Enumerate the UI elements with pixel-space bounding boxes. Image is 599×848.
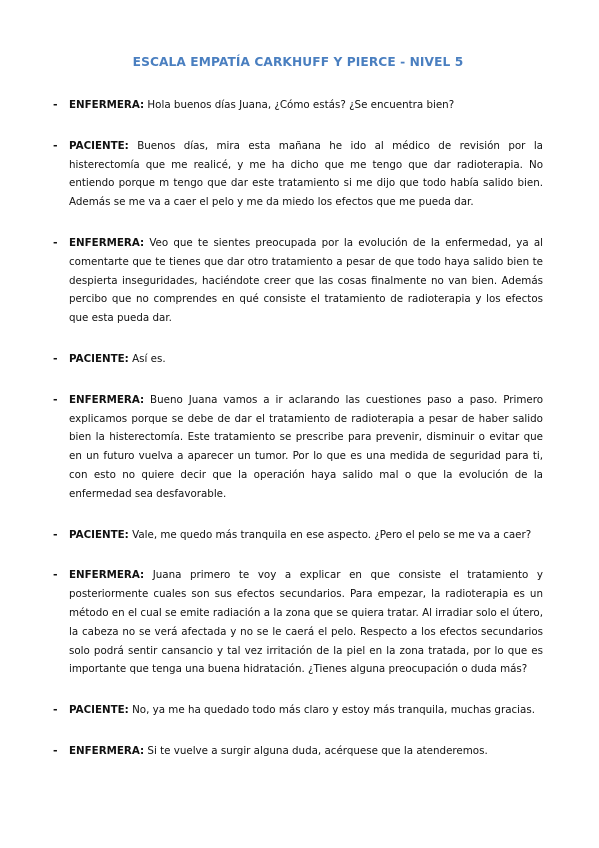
bullet-dash: - bbox=[53, 703, 58, 717]
bullet-dash: - bbox=[53, 568, 58, 582]
dialogue-entry bbox=[53, 526, 543, 545]
entry-body: Juana primero te voy a explicar en que consiste el tratamiento y posteriormente cuales son sus efectos secundarios. Para empezar, la radioterapia es un método en el cual se emite radiación a la zona que se quiera tratar. Al irradiar solo el útero, la cabeza no se verá afectada y no se le caerá el pelo. Respecto a los efectos secundarios solo podrá sentir cansancio y tal vez irritación de la piel en la zona tratada, por lo que es importante que tenga una buena hidratación. ¿Tienes alguna preocupación o duda más? bbox=[69, 569, 543, 676]
entry-body: Vale, me quedo más tranquila en ese aspecto. ¿Pero el pelo se me va a caer? bbox=[132, 528, 532, 541]
bullet-dash: - bbox=[53, 98, 58, 111]
bullet-dash: - bbox=[53, 235, 58, 249]
entry-body: No, ya me ha quedado todo más claro y estoy más tranquila, muchas gracias. bbox=[132, 704, 535, 717]
entry-text bbox=[69, 701, 543, 720]
speaker-label: PACIENTE: bbox=[69, 352, 129, 365]
entry-text bbox=[69, 566, 543, 679]
speaker-label: ENFERMERA: bbox=[69, 236, 145, 249]
dialogue-entry bbox=[53, 137, 543, 212]
entry-body: Así es. bbox=[132, 352, 166, 365]
dialogue-entry bbox=[53, 701, 543, 720]
entry-body: Hola buenos días Juana, ¿Cómo estás? ¿Se encuentra bien? bbox=[147, 99, 455, 111]
speaker-label: PACIENTE: bbox=[69, 139, 129, 152]
entry-body: Buenos días, mira esta mañana he ido al médico de revisión por la histerectomía que me realicé, y me ha dicho que me tengo que dar radioterapia. No entiendo porque m tengo que dar este tratamiento si me dijo que todo había salido bien. Además se me va a caer el pelo y me da miedo los efectos que me pueda dar. bbox=[69, 139, 543, 209]
entry-text bbox=[69, 234, 543, 328]
entry-body: Bueno Juana vamos a ir aclarando las cuestiones paso a paso. Primero explicamos porque se debe de dar el tratamiento de radioterapia a pesar de haber salido bien la histerectomía. Este tratamiento se prescribe para prevenir, disminuir o evitar que en un futuro vuelva a aparecer un tumor. Por lo que es una medida de seguridad para ti, con esto no quiere decir que la operación haya salido mal o que la evolución de la enfermedad sea desfavorable. bbox=[69, 393, 543, 500]
entry-text bbox=[69, 742, 543, 761]
speaker-label: PACIENTE: bbox=[69, 704, 129, 717]
dialogue-entry bbox=[53, 566, 543, 679]
bullet-dash: - bbox=[53, 351, 58, 365]
bullet-dash: - bbox=[53, 138, 58, 152]
dialogue-entry bbox=[53, 96, 543, 115]
speaker-label: ENFERMERA: bbox=[69, 569, 145, 582]
speaker-label: PACIENTE: bbox=[69, 528, 129, 541]
dialogue-list bbox=[53, 96, 543, 761]
entry-text bbox=[69, 137, 543, 212]
speaker-label: ENFERMERA: bbox=[69, 744, 145, 757]
entry-text bbox=[69, 391, 543, 504]
speaker-label: ENFERMERA: bbox=[69, 393, 145, 406]
entry-text bbox=[69, 96, 543, 115]
dialogue-entry bbox=[53, 742, 543, 761]
document-title: ESCALA EMPATÍA CARKHUFF Y PIERCE - NIVEL 5 bbox=[132, 55, 464, 69]
bullet-dash: - bbox=[53, 527, 58, 541]
bullet-dash: - bbox=[53, 743, 58, 757]
entry-text bbox=[69, 526, 543, 545]
bullet-dash: - bbox=[53, 392, 58, 406]
entry-text bbox=[69, 350, 543, 369]
dialogue-entry bbox=[53, 350, 543, 369]
entry-body: Veo que te sientes preocupada por la evolución de la enfermedad, ya al comentarte que te tienes que dar otro tratamiento a pesar de que todo haya salido bien te despierta inseguridades, haciéndote creer que las cosas finalmente no van bien. Además percibo que no comprendes en qué consiste el tratamiento de radioterapia y los efectos que esta pueda dar. bbox=[69, 236, 543, 325]
entry-body: Si te vuelve a surgir alguna duda, acérquese que la atenderemos. bbox=[147, 744, 488, 757]
speaker-label: ENFERMERA: bbox=[69, 99, 145, 111]
dialogue-entry bbox=[53, 234, 543, 328]
dialogue-entry bbox=[53, 391, 543, 504]
